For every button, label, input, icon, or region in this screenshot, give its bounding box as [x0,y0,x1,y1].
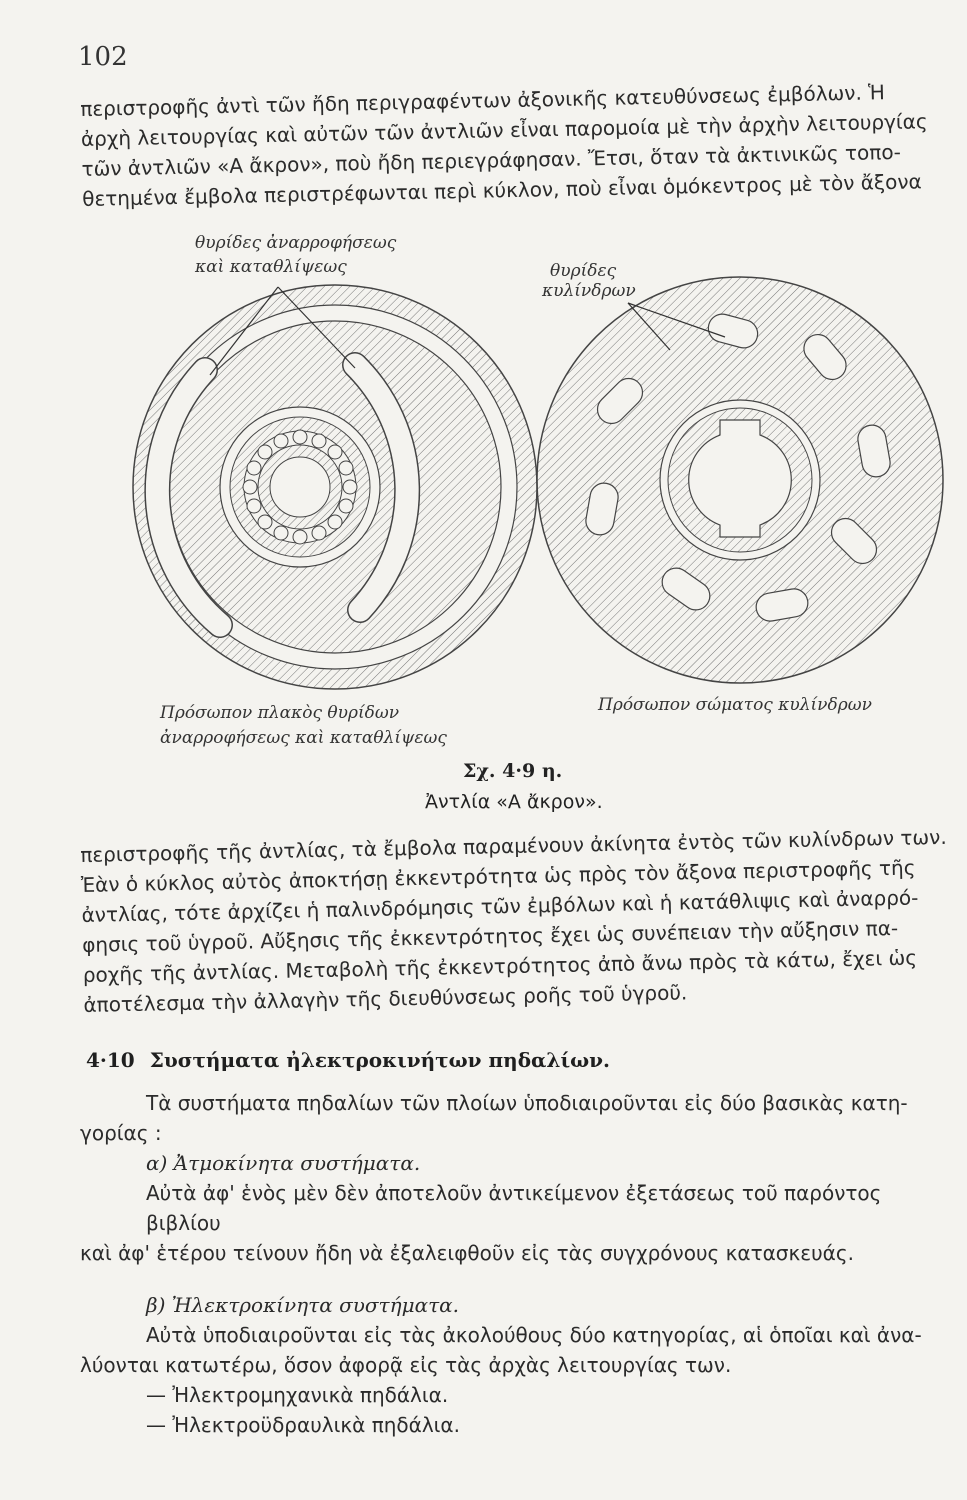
port-plate-drawing [133,285,537,689]
text-line: ἀρχὴ λειτουργίας καὶ αὐτῶν τῶν ἀντλιῶν εἶναι παρομοία μὲ τὴν ἀρχὴν λειτουργίας [80,109,928,151]
text-line: λύονται κατωτέρω, ὅσον ἀφορᾷ εἰς τὰς ἀρχὰς λειτουργίας των. [80,1353,732,1377]
intro-paragraph [80,76,942,214]
body-text [80,1088,950,1440]
text-line: περιστροφῆς τῆς ἀντλίας, τὰ ἔμβολα παραμένουν ἀκίνητα ἐντὸς τῶν κυλίνδρων των. [80,824,947,867]
section-heading [86,1048,610,1072]
subheading-a: α) Ἀτμοκίνητα συστήματα. [146,1151,421,1175]
label-cylinder-body: Πρόσωπον σώματος κυλίνδρων [598,695,872,715]
text-line: θετημένα ἔμβολα περιστρέφωνται περὶ κύκλον, ποὺ εἶναι ὁμόκεντρος μὲ τὸν ἄξονα [81,169,922,211]
label-ports-line1: θυρίδες ἀναρροφήσεως [195,233,397,253]
text-line: Αὐτὰ ἀφ' ἑνὸς μὲν δὲν ἀποτελοῦν ἀντικείμενον ἐξετάσεως τοῦ παρόντος βιβλίου [146,1181,882,1235]
figure-title: Ἀντλία «Α ἄκρον». [425,791,603,813]
figure-number: Σχ. 4·9 η. [463,760,563,782]
text-line: γορίας : [80,1121,162,1145]
text-line: Αὐτὰ ὑποδιαιροῦνται εἰς τὰς ἀκολούθους δύο κατηγορίας, αἱ ὁποῖαι καὶ ἀνα- [146,1323,922,1347]
after-figure-paragraph [80,822,947,1020]
label-plate-line2: ἀναρροφήσεως καὶ καταθλίψεως [160,728,447,748]
text-line: Ἐὰν ὁ κύκλος αὐτὸς ἀποκτήσῃ ἐκκεντρότητα ὡς πρὸς τὸν ἄξονα περιστροφῆς τῆς [80,855,916,897]
label-cyl-ports-line1: θυρίδες [550,261,617,281]
text-line: καὶ ἀφ' ἑτέρου τείνουν ἤδη νὰ ἐξαλειφθοῦν εἰς τὰς συγχρόνους κατασκευάς. [80,1241,854,1265]
cylinder-body-drawing [537,277,943,683]
text-line: τῶν ἀντλιῶν «Α ἄκρον», ποὺ ἤδη περιεγράφησαν. Ἔτσι, ὅταν τὰ ἀκτινικῶς τοπο- [81,139,902,181]
section-title: Συστήματα ἠλεκτροκινήτων πηδαλίων. [149,1048,611,1072]
text-line: περιστροφῆς ἀντὶ τῶν ἤδη περιγραφέντων ἀξονικῆς κατευθύνσεως ἐμβόλων. Ἡ [80,80,886,121]
label-cyl-ports-line2: κυλίνδρων [542,281,636,301]
text-line: ἀντλίας, τότε ἀρχίζει ἡ παλινδρόμησις τῶν ἐμβόλων καὶ ἡ κατάθλιψις καὶ ἀναρρό- [81,885,919,927]
text-line: ἀποτέλεσμα τὴν ἀλλαγὴν τῆς διευθύνσεως ροῆς τοῦ ὑγροῦ. [83,980,688,1017]
list-item: — Ἠλεκτροϋδραυλικὰ πηδάλια. [146,1413,460,1437]
section-number: 4·10 [86,1048,135,1072]
pump-figure [80,225,950,825]
label-plate-line1: Πρόσωπον πλακὸς θυρίδων [160,703,400,723]
list-item: — Ἠλεκτρομηχανικὰ πηδάλια. [146,1383,449,1407]
text-line: Τὰ συστήματα πηδαλίων τῶν πλοίων ὑποδιαιροῦνται εἰς δύο βασικὰς κατη- [146,1091,908,1115]
page-number: 102 [78,42,128,72]
subheading-b: β) Ἠλεκτροκίνητα συστήματα. [146,1293,460,1317]
label-ports-line2: καὶ καταθλίψεως [195,257,347,277]
text-line: φησις τοῦ ὑγροῦ. Αὔξησις τῆς ἐκκεντρότητος ἔχει ὡς συνέπειαν τὴν αὔξησιν πα- [81,915,899,957]
text-line: ροχῆς τῆς ἀντλίας. Μεταβολὴ τῆς ἐκκεντρότητος ἀπὸ ἄνω πρὸς τὰ κάτω, ἔχει ὡς [82,945,918,987]
